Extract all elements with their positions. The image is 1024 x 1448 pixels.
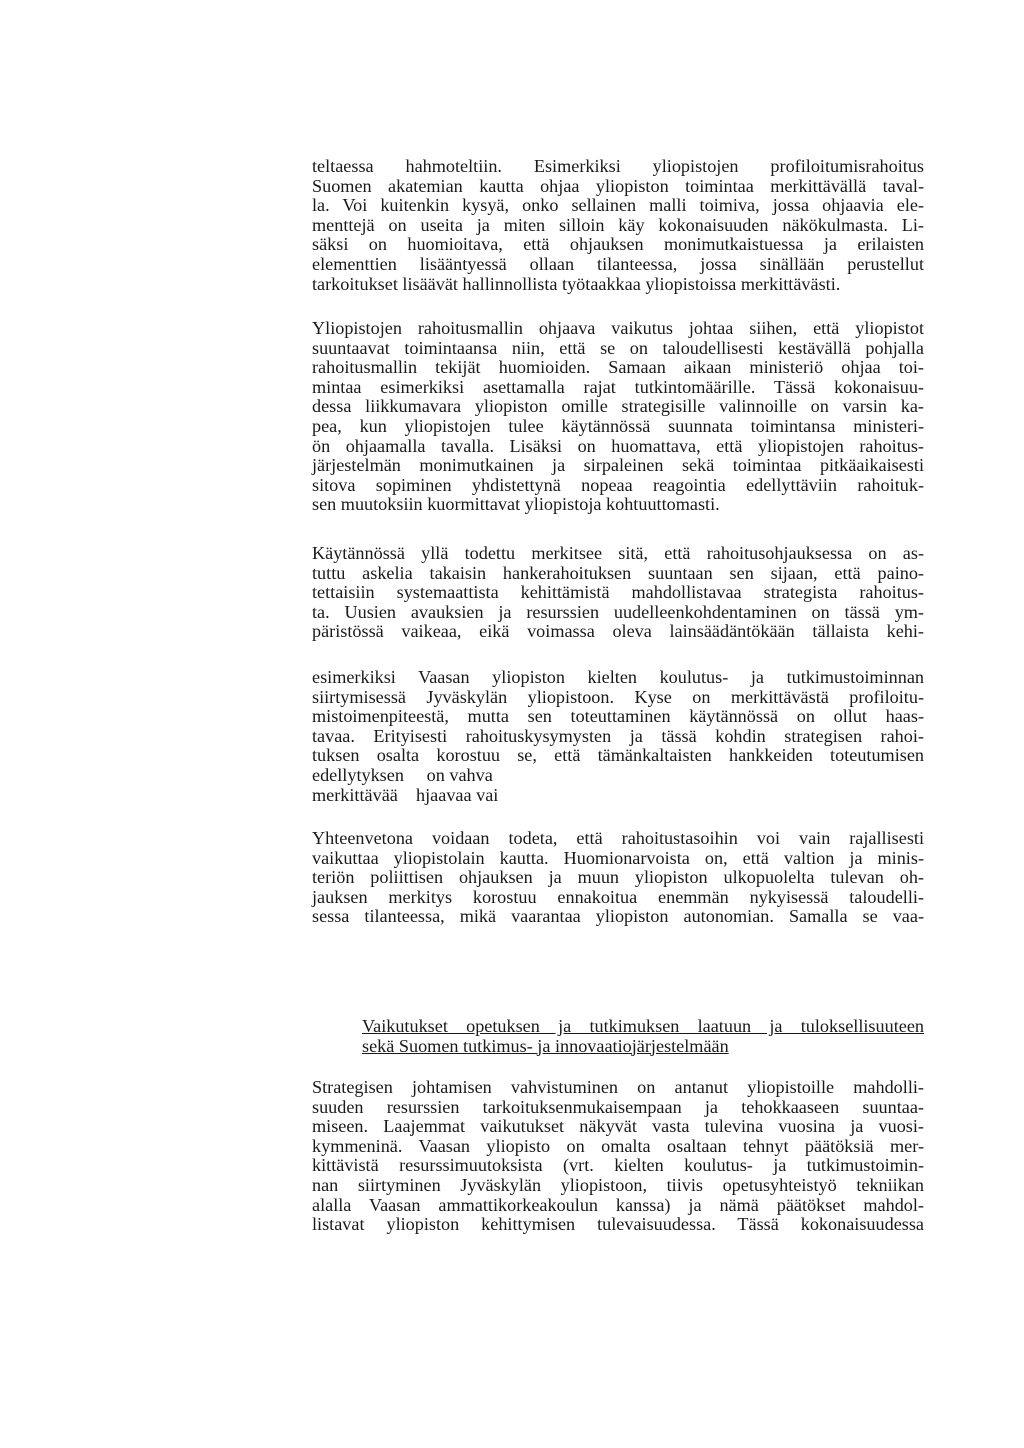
text-line: päristössä vaikeaa, eikä voimassa oleva lainsäädäntökään tällaista kehi-: [312, 621, 924, 642]
text-line: mintaa esimerkiksi asettamalla rajat tutkintomäärille. Tässä kokonaisuu-: [312, 376, 924, 397]
text-line: la. Voi kuitenkin kysyä, onko sellainen malli toimiva, jossa ohjaavia ele-: [312, 195, 924, 216]
text-line: tuksen osalta korostuu se, että tämänkaltaisten hankkeiden toteutumisen: [312, 745, 924, 766]
paragraph-strategic-management: [312, 1078, 924, 1235]
text-line: teltaessa hahmoteltiin. Esimerkiksi yliopistojen profiloitumisrahoitus: [312, 156, 924, 176]
text-line: Yliopistojen rahoitusmallin ohjaava vaikutus johtaa siihen, että yliopistot: [312, 318, 924, 338]
text-line: tettaisiin systemaattista kehittämistä mahdollistavaa strategista rahoitus-: [312, 582, 924, 603]
text-line: rahoitusmallin tekijät huomioiden. Samaan aikaan ministeriö ohjaa toi-: [312, 357, 924, 378]
paragraph-profiling-funding: [312, 157, 924, 294]
paragraph-body: [312, 544, 924, 642]
text-line: sessa tilanteessa, mikä vaarantaa yliopiston autonomian. Samalla se vaa-: [312, 906, 924, 927]
text-line: elementtien lisääntyessä ollaan tilanteessa, jossa sinällään perustellut: [312, 253, 924, 274]
paragraph-project-funding: [312, 544, 924, 642]
paragraph-body: [312, 319, 924, 515]
text-line: teriön poliittisen ohjauksen ja muun yliopiston ulkopuolelta tulevan oh-: [312, 867, 924, 888]
text-line: tarkoitukset lisäävät hallinnollista työtaakkaa yliopistoissa merkittävästi.: [312, 273, 841, 294]
paragraph-body: [312, 668, 924, 805]
paragraph-body: [312, 829, 924, 927]
text-line: säksi on huomioitava, että ohjauksen monimutkaistuessa ja erilaisten: [312, 234, 924, 255]
text-line: menttejä on useita ja miten silloin käy kokonaisuuden näkökulmasta. Li-: [312, 214, 924, 235]
text-line: dessa liikkumavara yliopiston omille strategisille valinnoille on varsin ka-: [312, 396, 924, 417]
text-line: tavaa. Erityisesti rahoituskysymysten ja tässä kohdin strategisen rahoi-: [312, 725, 924, 746]
text-line: vaikuttaa yliopistolain kautta. Huomionarvoista on, että valtion ja minis-: [312, 847, 924, 868]
text-line: Strategisen johtamisen vahvistuminen on antanut yliopistoille mahdolli-: [312, 1077, 924, 1097]
text-line: suuden resurssien tarkoituksenmukaisempaan ja tehokkaaseen suuntaa-: [312, 1096, 924, 1117]
text-line: nan siirtyminen Jyväskylän yliopistoon, tiivis opetusyhteistyö tekniikan: [312, 1174, 924, 1195]
text-line: sitova sopiminen yhdistettynä nopeaa reagointia edellyttäviin rahoituk-: [312, 474, 924, 495]
text-line: edellytyksen on vahva: [312, 764, 493, 785]
heading-line: Vaikutukset opetuksen ja tutkimuksen laatuun ja tuloksellisuuteen: [362, 1016, 924, 1036]
paragraph-summary: [312, 829, 924, 927]
text-line: miseen. Laajemmat vaikutukset näkyvät vasta tulevina vuosina ja vuosi-: [312, 1116, 924, 1137]
text-line: ta. Uusien avauksien ja resurssien uudelleenkohdentaminen on tässä ym-: [312, 601, 924, 622]
paragraph-body: [312, 157, 924, 294]
text-line: Yhteenvetona voidaan todeta, että rahoitustasoihin voi vain rajallisesti: [312, 828, 924, 848]
text-line: jauksen merkitys korostuu ennakoitua enemmän nykyisessä taloudelli-: [312, 886, 924, 907]
text-line: Käytännössä yllä todettu merkitsee sitä, että rahoitusohjauksessa on as-: [312, 543, 924, 563]
section-heading: [362, 1017, 924, 1056]
paragraph-vaasa-example: [312, 668, 924, 805]
text-line: esimerkiksi Vaasan yliopiston kielten koulutus- ja tutkimustoiminnan: [312, 667, 924, 687]
text-line: suuntaavat toimintaansa niin, että se on taloudellisesti kestävällä pohjalla: [312, 337, 924, 358]
paragraph-funding-model: [312, 319, 924, 515]
text-line: järjestelmän monimutkainen ja sirpaleinen sekä toimintaa pitkäaikaisesti: [312, 455, 924, 476]
text-line: pea, kun yliopistojen tulee käytännössä suunnata toimintansa ministeri-: [312, 415, 924, 436]
text-line: ön ohjaamalla tavalla. Lisäksi on huomattava, että yliopistojen rahoitus-: [312, 435, 924, 456]
text-line: alalla Vaasan ammattikorkeakoulun kanssa) ja nämä päätökset mahdol-: [312, 1194, 924, 1215]
text-line: mistoimenpiteestä, mutta sen toteuttaminen käytännössä on ollut haas-: [312, 706, 924, 727]
text-line: Suomen akatemian kautta ohjaa yliopiston toimintaa merkittävällä taval-: [312, 175, 924, 196]
text-line: kittävistä resurssimuutoksista (vrt. kielten koulutus- ja tutkimustoimin-: [312, 1155, 924, 1176]
text-line: merkittävää hjaavaa vai: [312, 784, 499, 805]
text-line: sen muutoksiin kuormittavat yliopistoja kohtuuttomasti.: [312, 494, 720, 515]
heading-line: sekä Suomen tutkimus- ja innovaatiojärjestelmään: [362, 1035, 729, 1056]
paragraph-body: [312, 1078, 924, 1235]
text-line: tuttu askelia takaisin hankerahoituksen suuntaan sen sijaan, että paino-: [312, 562, 924, 583]
text-line: siirtymisessä Jyväskylän yliopistoon. Kyse on merkittävästä profiloitu-: [312, 686, 924, 707]
text-line: kymmeninä. Vaasan yliopisto on omalta osaltaan tehnyt päätöksiä mer-: [312, 1135, 924, 1156]
text-line: listavat yliopiston kehittymisen tulevaisuudessa. Tässä kokonaisuudessa: [312, 1214, 924, 1235]
